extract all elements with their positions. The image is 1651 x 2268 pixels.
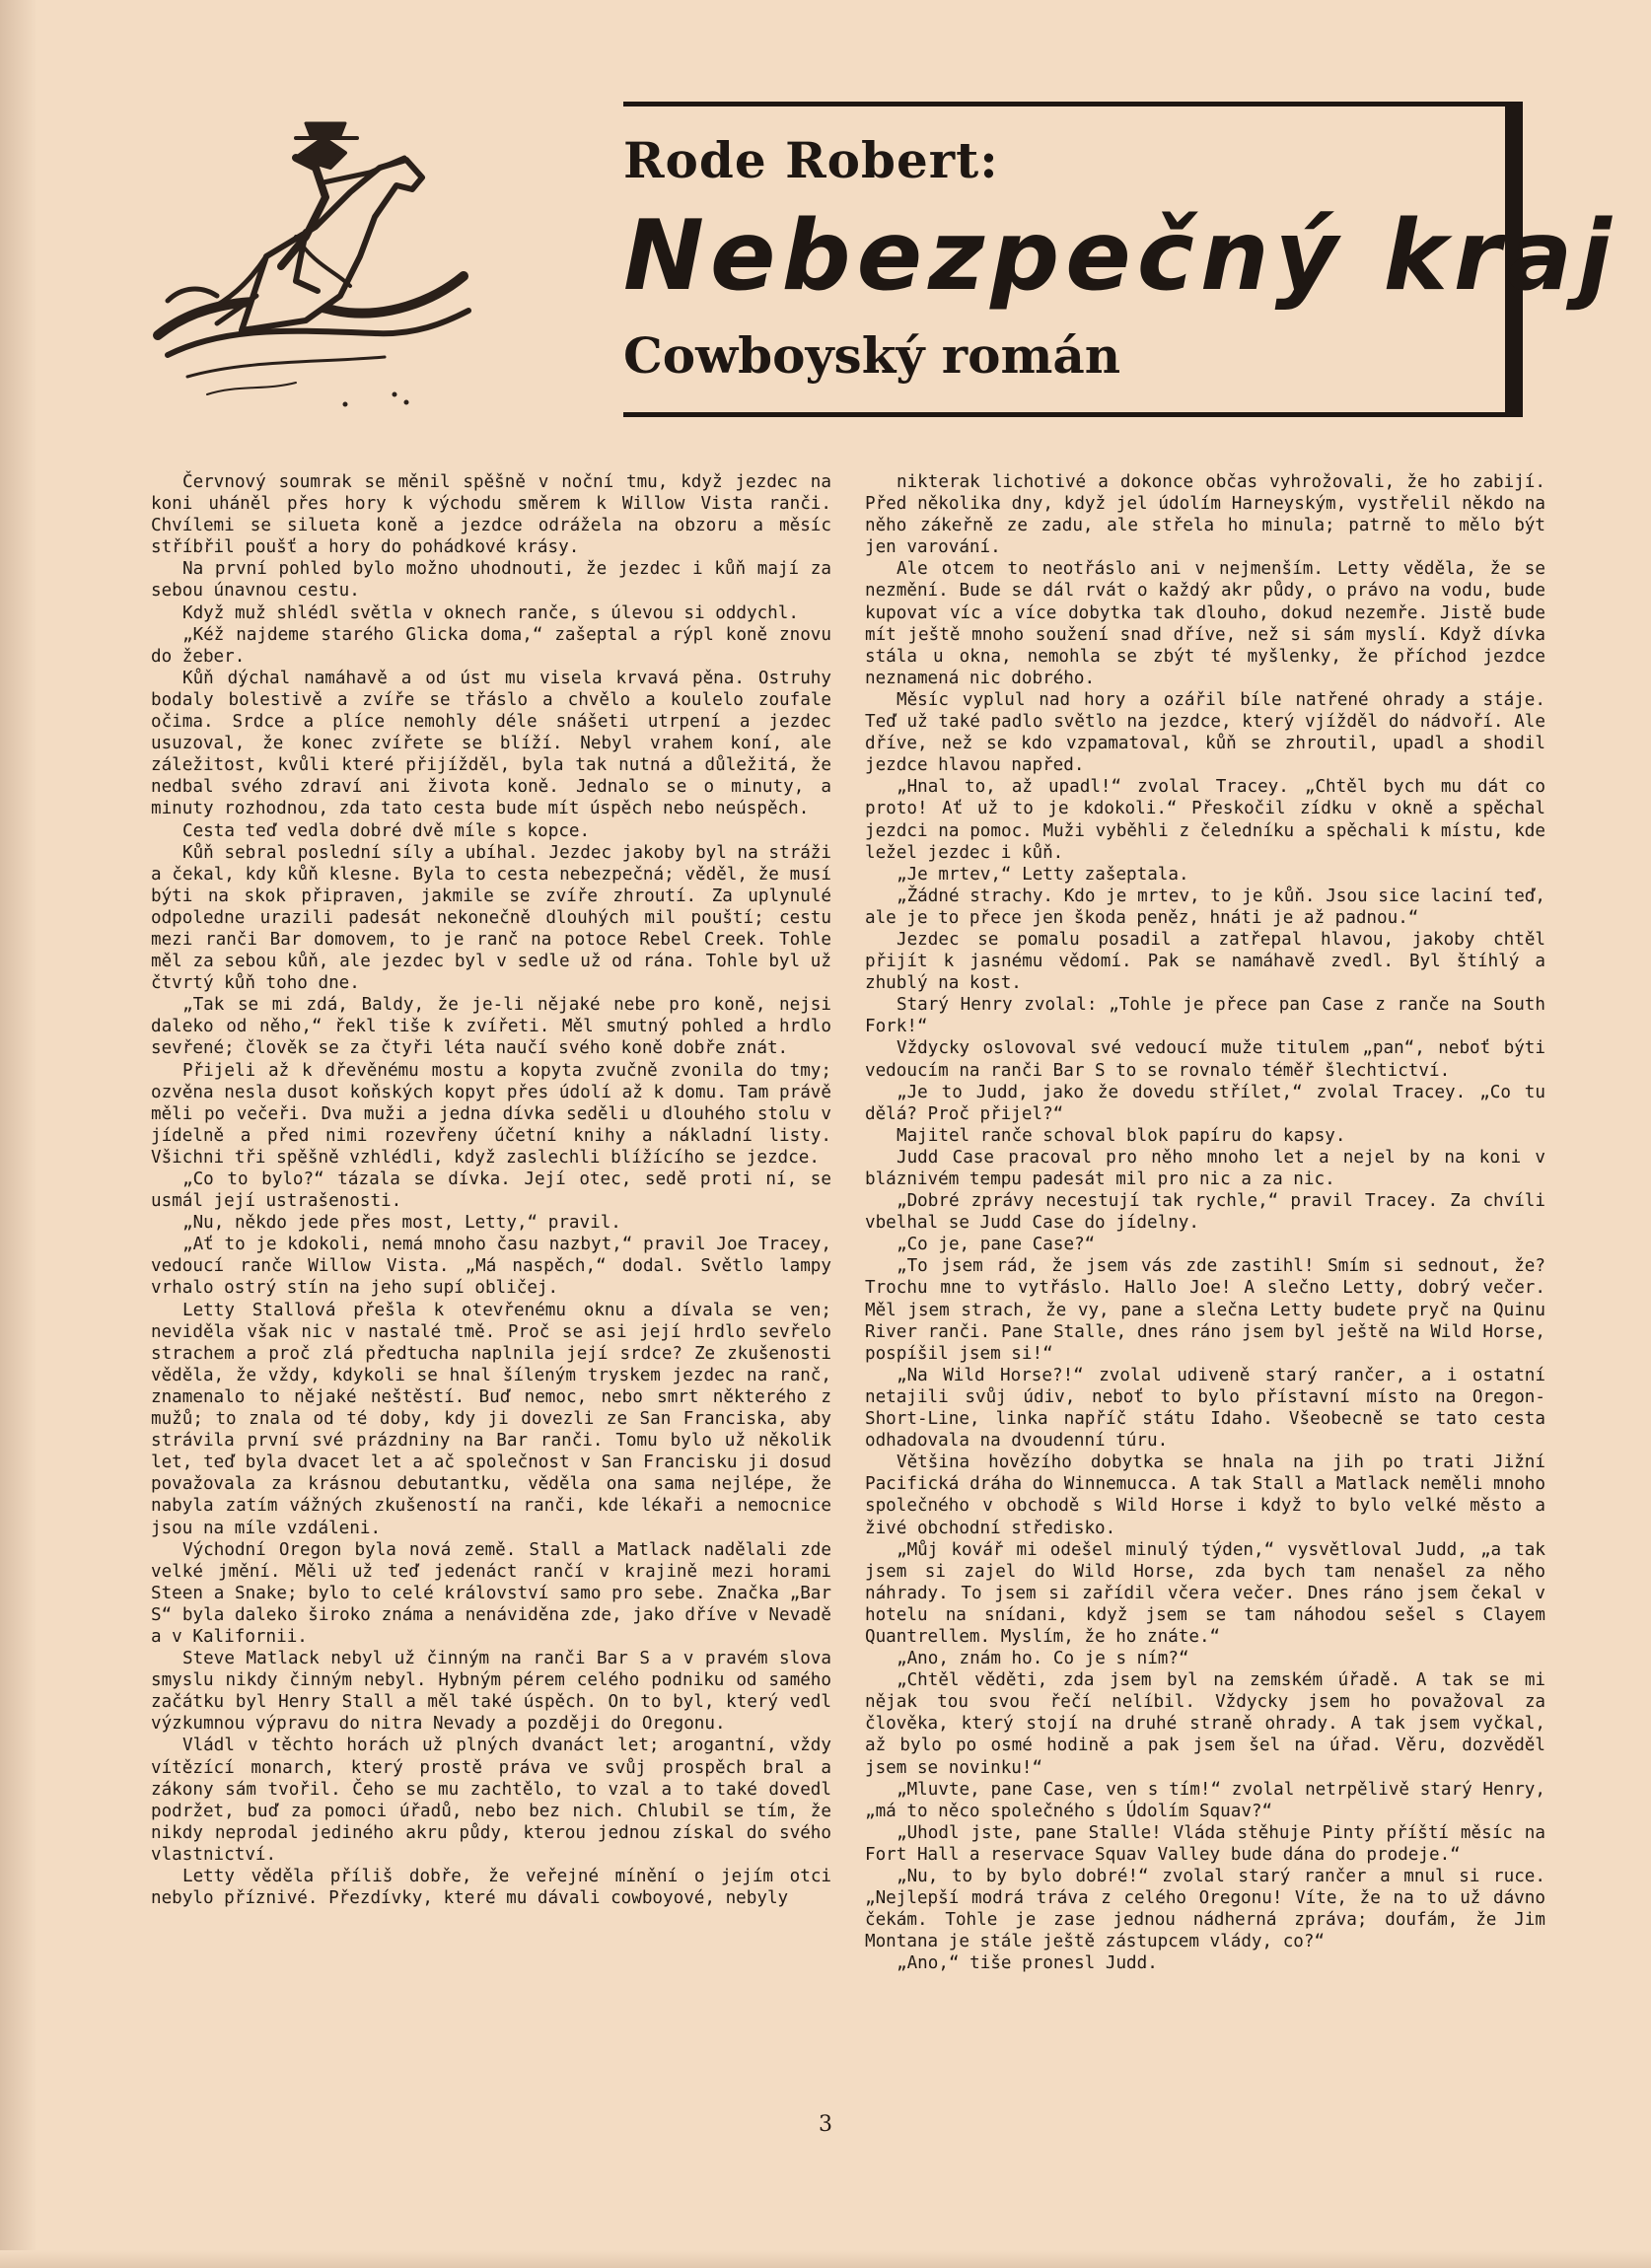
header-bottom-rule bbox=[623, 412, 1523, 417]
page-number: 3 bbox=[819, 2112, 832, 2137]
paragraph: „Mluvte, pane Case, ven s tím!“ zvolal netrpělivě starý Henry, „má to něco společného s Údolím Squav?“ bbox=[865, 1779, 1545, 1821]
paragraph: Na první pohled bylo možno uhodnouti, že jezdec i kůň mají za sebou únavnou cestu. bbox=[151, 559, 831, 602]
paragraph: „Nu, někdo jede přes most, Letty,“ pravil. bbox=[182, 1213, 621, 1234]
paragraph: „To jsem rád, že jsem vás zde zastihl! Smím si sednout, že? Trochu mne to vytřáslo. Hallo Joe! A slečno Letty, dobrý večer. Měl jsem strach, že vy, pane a slečna Letty budete pryč na Quinu River ranči. Pane Stalle, dnes ráno jsem byl ještě na Wild Horse, pospíšil jsem si!“ bbox=[865, 1256, 1545, 1364]
paragraph: Steve Matlack nebyl už činným na ranči Bar S a v pravém slova smyslu nikdy činným nebyl. Hybným pérem celého podniku od samého začátku byl Henry Stall a měl také úspěch. On to byl, který vedl výzkumnou výpravu do nitra Nevady a později do Oregonu. bbox=[151, 1649, 831, 1735]
paragraph: Majitel ranče schoval blok papíru do kapsy. bbox=[897, 1125, 1346, 1146]
paragraph: Starý Henry zvolal: „Tohle je přece pan Case z ranče na South Fork!“ bbox=[865, 995, 1545, 1037]
cowboy-rider-illustration bbox=[148, 99, 473, 434]
page-binding-shadow bbox=[0, 0, 37, 2268]
paragraph: Měsíc vyplul nad hory a ozářil bíle natřené ohrady a stáje. Teď už také padlo světlo na jezdce, který vjížděl do nádvoří. Ale dříve, než se kdo vzpamatoval, kůň se zhroutil, upadl a shodil jezdce hlavou napřed. bbox=[865, 689, 1545, 776]
paragraph: Ale otcem to neotřáslo ani v nejmenším. Letty věděla, že se nezmění. Bude se dál rvát o každý akr půdy, o právo na vodu, bude kupovat víc a více dobytka tak dlouho, dokud nezemře. Jistě bude mít ještě mnoho soužení snad dříve, než si sám myslí. Když dívka stála u okna, nemohla se zbýt té myšlenky, že příchod jezdce neznamená nic dobrého. bbox=[865, 559, 1545, 688]
paragraph: nikterak lichotivé a dokonce občas vyhrožovali, že ho zabijí. Před několika dny, když jel údolím Harneyským, vystřelil někdo na něho zákeřně ze zadu, ale střela ho minula; patrně to mělo být jen varování. bbox=[865, 472, 1545, 558]
paragraph: Když muž shlédl světla v oknech ranče, s úlevou si oddychl. bbox=[182, 602, 799, 623]
paragraph: „Žádné strachy. Kdo je mrtev, to je kůň. Jsou sice laciní teď, ale je to přece jen škoda peněz, hnáti je až padnou.“ bbox=[865, 886, 1545, 928]
paragraph: Vládl v těchto horách už plných dvanáct let; arogantní, vždy vítězící monarch, který prostě práva ve svůj prospěch bral a zákony sám tvořil. Čeho se mu zachtělo, to vzal a to také dovedl podržet, buď za pomoci úřadů, nebo bez nich. Chlubil se tím, že nikdy neprodal jediného akru půdy, kterou jednou získal do svého vlastnictví. bbox=[151, 1736, 831, 1865]
paragraph: „Kéž najdeme starého Glicka doma,“ zašeptal a rýpl koně znovu do žeber. bbox=[151, 624, 831, 667]
paragraph: Kůň sebral poslední síly a ubíhal. Jezdec jakoby byl na stráži a čekal, kdy kůň klesne. Byla to cesta nebezpečná; věděl, že musí býti na skok připraven, jakmile se zvíře zhroutí. Za uplynulé odpoledne urazili padesát nekonečně dlouhých mil pouští; cestu mezi ranči Bar domovem, to je ranč na potoce Rebel Creek. Tohle měl za sebou kůň, ale jezdec byl v sedle už od rána. Tohle byl už čtvrtý kůň toho dne. bbox=[151, 842, 831, 994]
paragraph: Letty věděla příliš dobře, že veřejné mínění o jejím otci nebylo příznivé. Přezdívky, které mu dávali cowboyové, nebyly bbox=[151, 1867, 831, 1909]
paragraph: „Je mrtev,“ Letty zašeptala. bbox=[897, 864, 1189, 885]
paragraph: Přijeli až k dřevěnému mostu a kopyta zvučně zvonila do tmy; ozvěna nesla dusot koňských kopyt přes údolí až k domu. Tam právě měli po večeři. Dva muži a jedna dívka seděli u dlouhého stolu v jídelně a před nimi rozevřeny účetní knihy a nákladní listy. Všichni tři spěšně vzhlédli, když zaslechli blížícího se jezdce. bbox=[151, 1060, 831, 1168]
paragraph: Vždycky oslovoval své vedoucí muže titulem „pan“, neboť býti vedoucím na ranči Bar S to se rovnalo téměř šlechtictví. bbox=[865, 1038, 1545, 1081]
paragraph: Většina hovězího dobytka se hnala na jih po trati Jižní Pacifická dráha do Winnemucca. A tak Stall a Matlack neměli mnoho společného v obchodě s Wild Horse i když to bylo velké město a živé obchodní středisko. bbox=[865, 1453, 1545, 1538]
paragraph: „Na Wild Horse?!“ zvolal udiveně starý rančer, a i ostatní netajili svůj údiv, neboť to bylo přístavní místo na Oregon-Short-Line, linka napříč státu Idaho. Všeobecně se tato cesta odhadovala na dvoudenní túru. bbox=[865, 1365, 1545, 1452]
paragraph: Červnový soumrak se měnil spěšně v noční tmu, když jezdec na koni uháněl přes hory k východu směrem k Willow Vista ranči. Chvílemi se silueta koně a jezdce odrážela na obzoru a měsíc stříbřil poušť a hory do pohádkové krásy. bbox=[151, 472, 831, 558]
author-name: Rode Robert: bbox=[623, 131, 999, 189]
paragraph: Judd Case pracoval pro něho mnoho let a nejel by na koni v bláznivém tempu padesát mil pro nic a za nic. bbox=[865, 1147, 1545, 1189]
title-header bbox=[623, 102, 1617, 417]
paragraph: Cesta teď vedla dobré dvě míle s kopce. bbox=[182, 820, 591, 841]
paragraph: Kůň dýchal namáhavě a od úst mu visela krvavá pěna. Ostruhy bodaly bolestivě a zvíře se třáslo a chvělo a koulelo zoufale očima. Srdce a plíce nemohly déle snášeti utrpení a jezdec usuzoval, že konec zvířete se blíží. Nebyl vrahem koní, ale záležitost, kvůli které přijížděl, byla tak nutná a důležitá, že nedbal svého zdraví ani života koně. Jednalo se o minuty, a minuty rozhodnou, zda tato cesta bude mít úspěch nebo neúspěch. bbox=[151, 668, 831, 819]
paragraph: „Co je, pane Case?“ bbox=[897, 1235, 1096, 1255]
paragraph: „Uhodl jste, pane Stalle! Vláda stěhuje Pinty příští měsíc na Fort Hall a reservace Squav Valley bude dána do prodeje.“ bbox=[865, 1822, 1545, 1865]
paragraph: „Ano, znám ho. Co je s ním?“ bbox=[897, 1649, 1189, 1669]
paragraph: Jezdec se pomalu posadil a zatřepal hlavou, jakoby chtěl přijít k jasnému vědomí. Pak se namáhavě zvedl. Byl štíhlý a zhublý na kost. bbox=[865, 929, 1545, 994]
story-subtitle: Cowboyský román bbox=[623, 326, 1121, 385]
left-text-column bbox=[151, 471, 831, 1909]
paragraph: „Můj kovář mi odešel minulý týden,“ vysvětloval Judd, „a tak jsem si zajel do Wild Horse, zda bych tam nenašel za něho náhrady. To jsem si zařídil včera večer. Dnes ráno jsem čekal v hotelu na snídani, když jsem se tam náhodou sešel s Clayem Quantrellem. Myslím, že ho znáte.“ bbox=[865, 1539, 1545, 1647]
paragraph: „Dobré zprávy necestují tak rychle,“ pravil Tracey. Za chvíli vbelhal se Judd Case do jídelny. bbox=[865, 1191, 1545, 1234]
paragraph: „Tak se mi zdá, Baldy, že je-li nějaké nebe pro koně, nejsi daleko od něho,“ řekl tiše k zvířeti. Měl smutný pohled a hrdlo sevřené; člověk se za čtyři léta naučí svého koně dobře znát. bbox=[151, 995, 831, 1059]
paragraph: Letty Stallová přešla k otevřenému oknu a dívala se ven; neviděla však nic v nastalé tmě. Proč se asi její hrdlo sevřelo strachem a proč zlá předtucha naplnila její srdce? Ze zkušenosti věděla, že vždy, kdykoli se hnal šíleným tryskem jezdec na ranč, znamenalo to nějaké neštěstí. Buď nemoc, nebo smrt některého z mužů; to znala od té doby, kdy ji dovezli ze San Franciska, aby strávila první své prázdniny na Bar ranči. Tomu bylo už několik let, teď byla dvacet let a ač společnost v San Francisku ji dosud považovala za krásnou debutantku, věděla ona sama nejlépe, že nabyla zatím vážných zkušeností na ranči, kde lékaři a nemocnice jsou na míle vzdáleni. bbox=[151, 1300, 831, 1538]
paragraph: „Ať to je kdokoli, nemá mnoho času nazbyt,“ pravil Joe Tracey, vedoucí ranče Willow Vista. „Má naspěch,“ dodal. Světlo lampy vrhalo ostrý stín na jeho supí obličej. bbox=[151, 1235, 831, 1299]
paragraph: „Ano,“ tiše pronesl Judd. bbox=[897, 1953, 1158, 1974]
paragraph: „Je to Judd, jako že dovedu střílet,“ zvolal Tracey. „Co tu dělá? Proč přijel?“ bbox=[865, 1082, 1545, 1124]
paragraph: „Co to bylo?“ tázala se dívka. Její otec, sedě proti ní, se usmál její ustrašenosti. bbox=[151, 1169, 831, 1212]
paragraph: „Chtěl věděti, zda jsem byl na zemském úřadě. A tak se mi nějak tou svou řečí nelíbil. Vždycky jsem ho považoval za člověka, který stojí na druhé straně ohrady. A tak jsem vyčkal, až bylo po osmé hodině a pak jsem šel na úřad. Věru, dozvěděl jsem se novinku!“ bbox=[865, 1670, 1545, 1778]
paragraph: „Nu, to by bylo dobré!“ zvolal starý rančer a mnul si ruce. „Nejlepší modrá tráva z celého Oregonu! Víte, že na to už dávno čekám. Tohle je zase jednou nádherná zpráva; doufám, že Jim Montana je stále ještě zástupcem vlády, co?“ bbox=[865, 1867, 1545, 1952]
header-top-rule bbox=[623, 102, 1523, 106]
paragraph: „Hnal to, až upadl!“ zvolal Tracey. „Chtěl bych mu dát co proto! Ať už to je kdokoli.“ Přeskočil zídku v okně a spěchal jezdci na pomoc. Muži vyběhli z čeledníku a spěchali k místu, kde ležel jezdec i kůň. bbox=[865, 777, 1545, 863]
paragraph: Východní Oregon byla nová země. Stall a Matlack nadělali zde velké jmění. Měli už teď jedenáct rančí v krajině mezi horami Steen a Snake; bylo to celé království samo pro sebe. Značka „Bar S“ byla daleko široko známa a nenáviděna zde, jako dříve v Nevadě a v Kalifornii. bbox=[151, 1539, 831, 1647]
right-text-column bbox=[865, 471, 1545, 1974]
page-bottom-edge bbox=[0, 2250, 1651, 2268]
story-title: Nebezpečný kraj bbox=[623, 200, 1617, 313]
